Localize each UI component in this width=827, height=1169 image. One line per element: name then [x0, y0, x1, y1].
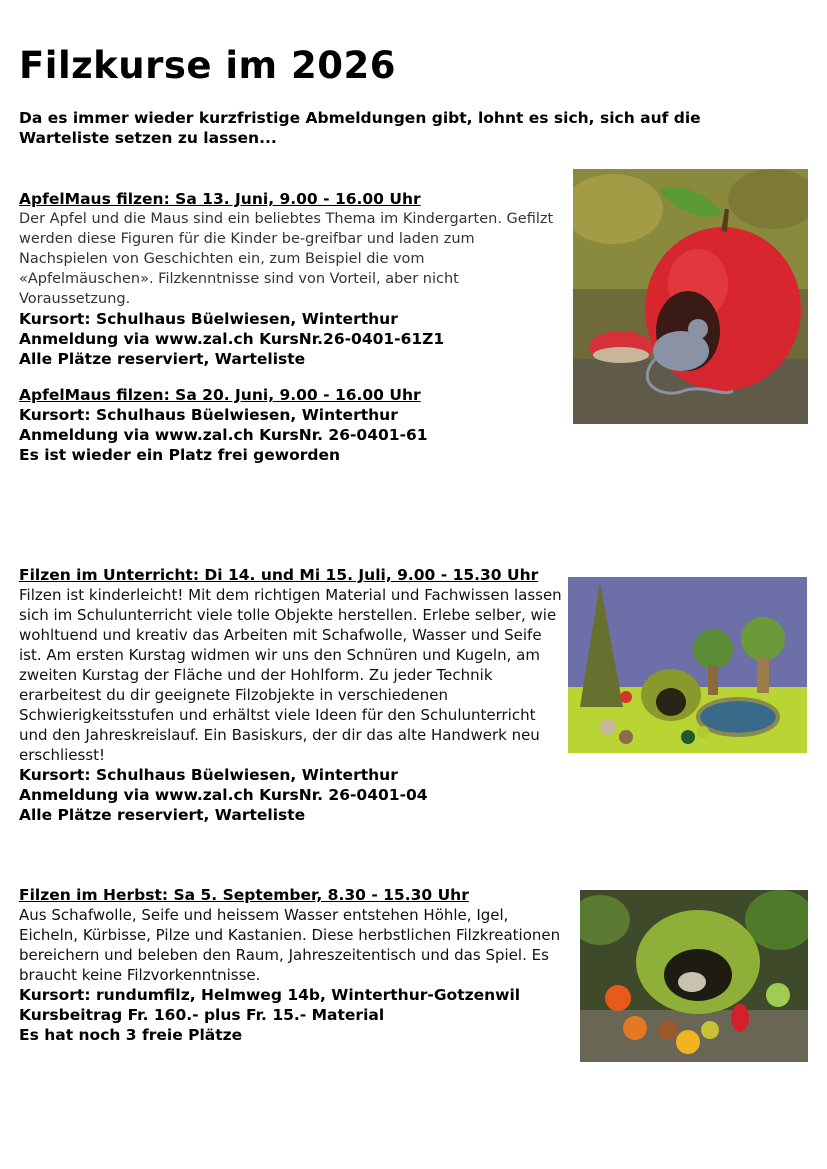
course-heading: ApfelMaus filzen: Sa 13. Juni, 9.00 - 16.00 Uhr	[19, 190, 421, 208]
course-status: Es ist wieder ein Platz frei geworden	[19, 446, 341, 464]
course-herbst	[19, 885, 564, 1045]
felt-landscape-photo	[568, 577, 807, 753]
course-apfelmaus-2	[19, 385, 554, 465]
course-location: Kursort: Schulhaus Büelwiesen, Winterthur	[19, 766, 398, 784]
course-status: Alle Plätze reserviert, Warteliste	[19, 350, 306, 368]
course-description: Der Apfel und die Maus sind ein beliebtes Thema im Kindergarten. Gefilzt werden diese Figuren für die Kinder be-greifbar und laden zum Nachspielen von Geschichten ein, zum Beispiel die vom «Apfelmäuschen». Filzkenntnisse sind von Vorteil, aber nicht Voraussetzung.	[19, 211, 554, 307]
page-title: Filzkurse im 2026	[19, 44, 396, 87]
course-description: Aus Schafwolle, Seife und heissem Wasser entstehen Höhle, Igel, Eicheln, Kürbisse, Pilze und Kastanien. Diese herbstlichen Filzkreationen bereichern und beleben den Raum, Jahreszeitentisch und das Spiel. Es braucht keine Filzvorkenntnisse.	[19, 906, 561, 984]
course-price: Kursbeitrag Fr. 160.- plus Fr. 15.- Material	[19, 1006, 385, 1024]
course-heading: Filzen im Unterricht: Di 14. und Mi 15. Juli, 9.00 - 15.30 Uhr	[19, 566, 539, 584]
course-registration: Anmeldung via www.zal.ch KursNr.26-0401-61Z1	[19, 330, 445, 348]
intro-text: Da es immer wieder kurzfristige Abmeldungen gibt, lohnt es sich, sich auf die Warteliste setzen zu lassen...	[19, 109, 701, 147]
course-apfelmaus-1	[19, 189, 554, 369]
course-location: Kursort: rundumfilz, Helmweg 14b, Winterthur-Gotzenwil	[19, 986, 521, 1004]
course-registration: Anmeldung via www.zal.ch KursNr. 26-0401-61	[19, 426, 428, 444]
course-registration: Anmeldung via www.zal.ch KursNr. 26-0401-04	[19, 786, 428, 804]
course-heading: ApfelMaus filzen: Sa 20. Juni, 9.00 - 16.00 Uhr	[19, 386, 421, 404]
course-status: Es hat noch 3 freie Plätze	[19, 1026, 243, 1044]
autumn-felt-photo	[580, 890, 808, 1062]
apple-mouse-photo	[573, 169, 808, 424]
course-location: Kursort: Schulhaus Büelwiesen, Winterthur	[19, 406, 398, 424]
course-heading: Filzen im Herbst: Sa 5. September, 8.30 - 15.30 Uhr	[19, 886, 469, 904]
course-unterricht	[19, 565, 564, 825]
course-status: Alle Plätze reserviert, Warteliste	[19, 806, 306, 824]
course-location: Kursort: Schulhaus Büelwiesen, Winterthur	[19, 310, 398, 328]
course-description: Filzen ist kinderleicht! Mit dem richtigen Material und Fachwissen lassen sich im Schulunterricht viele tolle Objekte herstellen. Erlebe selber, wie wohltuend und kreativ das Arbeiten mit Schafwolle, Wasser und Seife ist. Am ersten Kurstag widmen wir uns den Schnüren und Kugeln, am zweiten Kurstag der Fläche und der Hohlform. Zu jeder Technik erarbeitest du dir geeignete Filzobjekte in verschiedenen Schwierigkeitsstufen und erhältst viele Ideen für den Schulunterricht und den Jahreskreislauf. Ein Basiskurs, der dir das alte Handwerk neu erschliesst!	[19, 586, 562, 764]
